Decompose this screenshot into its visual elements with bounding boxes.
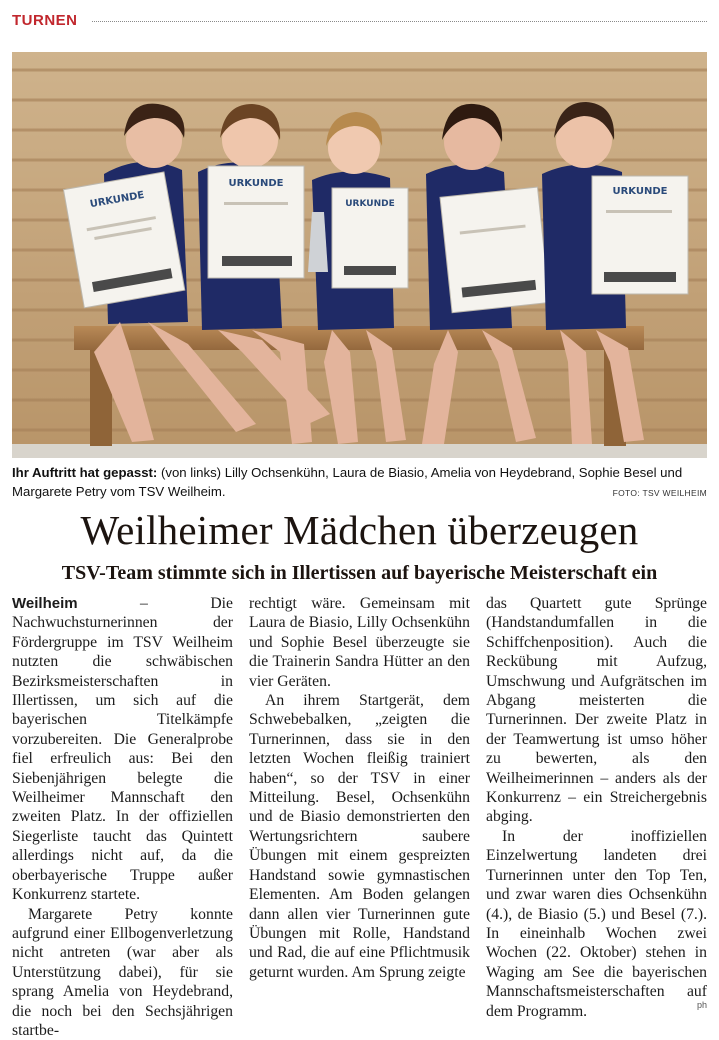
article-subheadline: TSV-Team stimmte sich in Illertissen auf bayerische Meisterschaft ein xyxy=(0,560,719,586)
paragraph: das Quartett gute Sprünge (Handstandumfallen in die Schiffchenposition). Auch die Reckübung mit Aufzug, Umschwung und Aufgrätschen im Abgang meisterten die Turnerinnen. Der zweite Platz in der Teamwertung ist umso höher zu bewerten, als den Weilheimerinnen – anders als der Konkurrenz – ein Streichergebnis abging. xyxy=(486,594,707,827)
caption-text: (von links) Lilly Ochsenkühn, Laura de Biasio, Amelia von Heydebrand, Sophie Besel und Margarete Petry vom TSV Weilheim. xyxy=(12,465,682,499)
gymnasts-photo-illustration xyxy=(12,52,707,458)
section-divider xyxy=(92,21,708,22)
photo-credit: FOTO: TSV WEILHEIM xyxy=(613,488,707,498)
photo-caption xyxy=(12,463,707,501)
article-column-1 xyxy=(12,594,233,1014)
article-body xyxy=(12,594,707,1014)
author-initials: ph xyxy=(697,1000,707,1010)
certificate-title: URKUNDE xyxy=(228,178,283,189)
caption-lead: Ihr Auftritt hat gepasst: xyxy=(12,465,157,480)
paragraph-text: – Die Nachwuchsturnerinnen der Fördergruppe im TSV Weilheim nutzten die schwäbischen Bezirksmeisterschaften in Illertissen, um sich auf die bayerischen Titelkämpfe vorzubereiten. Die Generalprobe fiel erfreulich aus: Bei den Siebenjährigen belegte die Weilheimer Mannschaft den zweiten Platz. In der offiziellen Siegerliste taucht das Quintett allerdings nicht auf, da die oberbayerische Truppe außer Konkurrenz startete. xyxy=(12,595,233,903)
paragraph: In der inoffiziellen Einzelwertung landeten drei Turnerinnen unter den Top Ten, und zwar waren dies Ochsenkühn (4.), de Biasio (5.) und Besel (7.). In eineinhalb Wochen zwei Wochen (22. Oktober) stehen in Waging am See die bayerischen Mannschaftsmeisterschaften auf dem Programm. xyxy=(486,827,707,1021)
section-label: TURNEN xyxy=(12,12,78,29)
paragraph: rechtigt wäre. Gemeinsam mit Laura de Biasio, Lilly Ochsenkühn und Sophie Besel überzeugte sie die Trainerin Sandra Hütter an den vier Geräten. xyxy=(249,594,470,691)
article-photo xyxy=(12,52,707,458)
certificate-title: URKUNDE xyxy=(345,199,395,209)
paragraph: An ihrem Startgerät, dem Schwebebalken, „zeigten die Turnerinnen, dass sie in den letzten Wochen fleißig trainiert haben“, so der TSV in einer Mitteilung. Besel, Ochsenkühn und de Biasio demonstrierten den Wertungsrichtern saubere Übungen mit einem gespreizten Handstand sowie gymnastischen Elementen. Am Boden gelangen dann allen vier Turnerinnen gute Übungen mit Rolle, Handstand und Rad, die auf eine Pflichtmusik geturnt wurden. Am Sprung zeigte xyxy=(249,691,470,982)
section-header xyxy=(12,9,707,31)
certificate-title: URKUNDE xyxy=(612,186,667,197)
article-column-3 xyxy=(486,594,707,1014)
paragraph: Margarete Petry konnte aufgrund einer Ellbogenverletzung nicht antreten (war aber als Unterstützung dabei), für sie sprang Amelia von Heydebrand, die noch bei den Sechsjährigen startbe- xyxy=(12,905,233,1040)
article-column-2 xyxy=(249,594,470,1014)
article-headline: Weilheimer Mädchen überzeugen xyxy=(0,504,719,556)
dateline: Weilheim xyxy=(12,595,78,612)
paragraph xyxy=(12,594,233,905)
certificate-title: URKUNDE xyxy=(89,190,145,210)
